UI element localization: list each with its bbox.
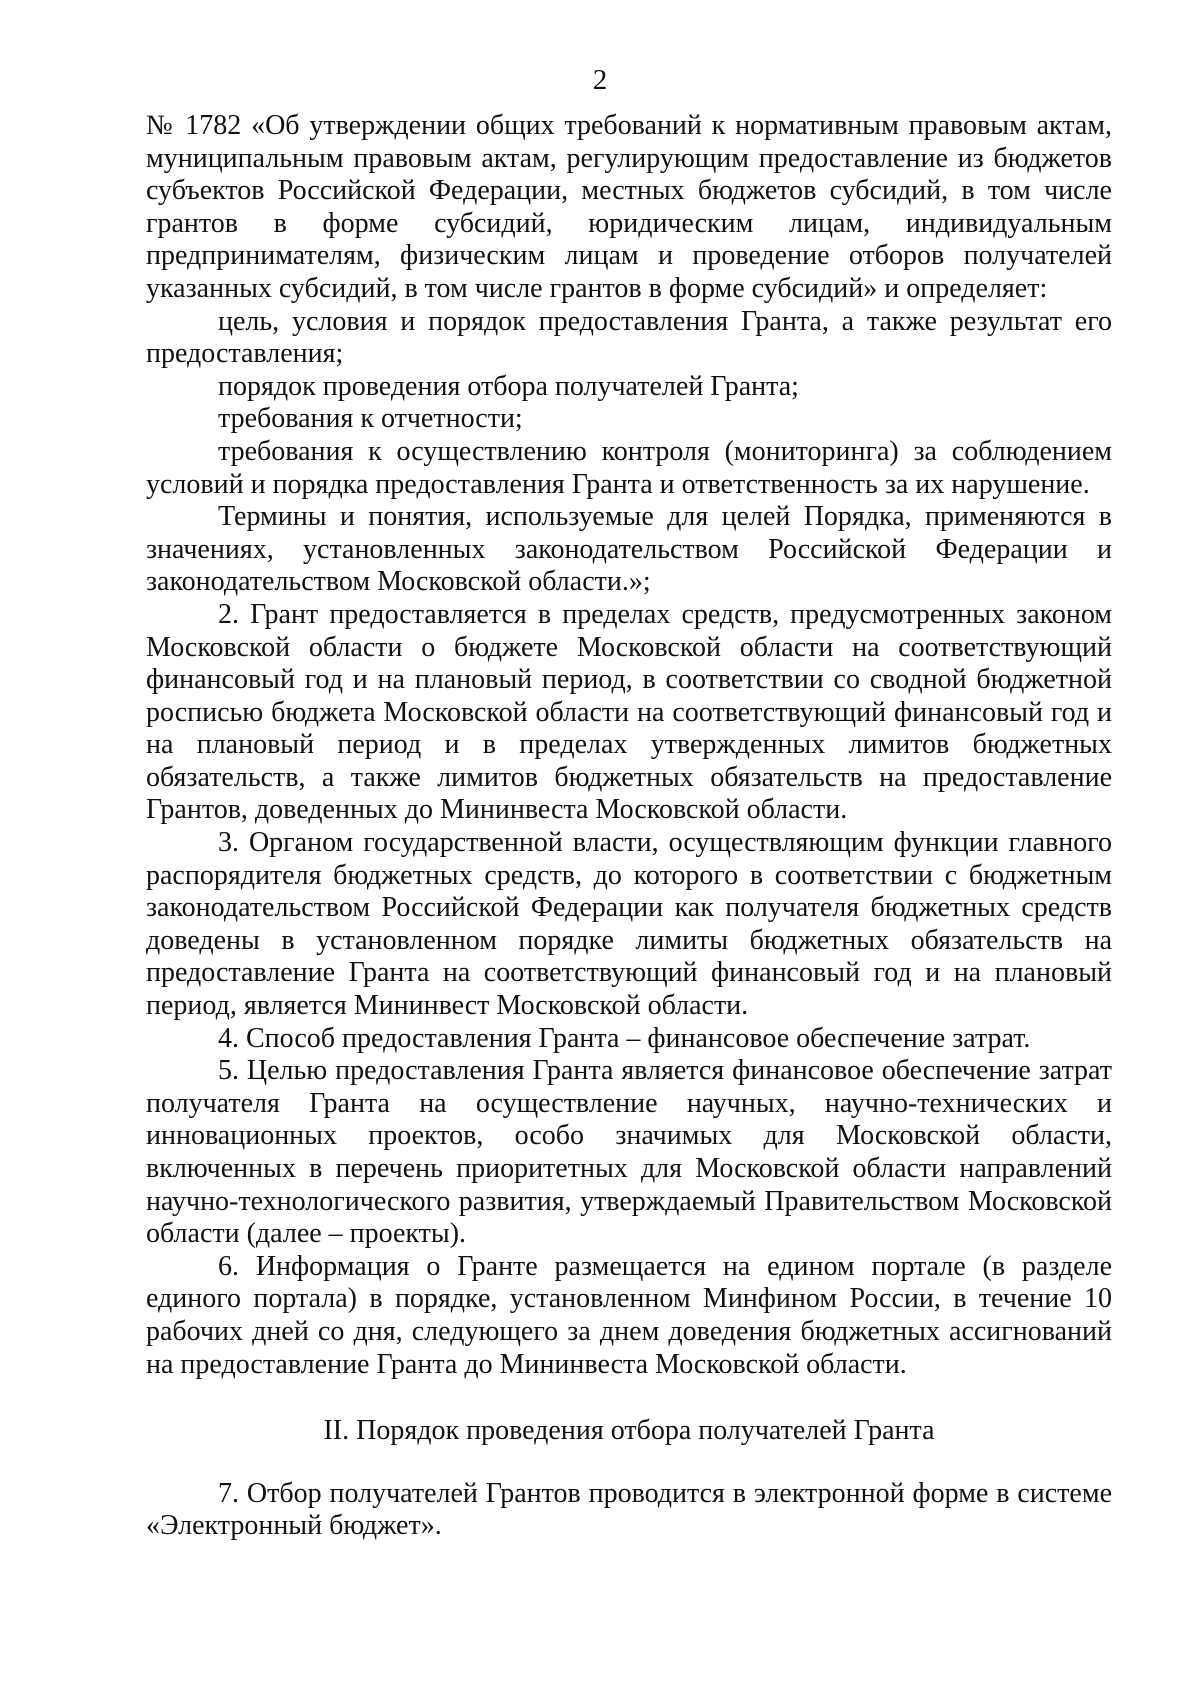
paragraph-item-4: 4. Способ предоставления Гранта – финансовое обеспечение затрат.	[218, 1022, 1031, 1054]
paragraph-item-5: 5. Целью предоставления Гранта является финансовое обеспечение затрат получателя Гранта на осуществление научных, научно-технических и инновационных проектов, особо значимых для Московской области, включенных в перечень приоритетных для Московской области направлений научно-технологического развития, утверждаемый Правительством Московской области (далее – проекты).	[146, 1055, 1112, 1250]
section-heading: II. Порядок проведения отбора получателей Гранта	[323, 1415, 935, 1447]
paragraph-control: требования к осуществлению контроля (мониторинга) за соблюдением условий и порядка предоставления Гранта и ответственность за их нарушение.	[146, 435, 1112, 500]
paragraph-item-6: 6. Информация о Гранте размещается на едином портале (в разделе единого портала) в порядке, установленном Минфином России, в течение 10 рабочих дней со дня, следующего за днем доведения бюджетных ассигнований на предоставление Гранта до Мининвеста Московской области.	[146, 1250, 1112, 1380]
paragraph-selection-order: порядок проведения отбора получателей Гранта;	[218, 370, 799, 402]
paragraph-reporting: требования к отчетности;	[218, 403, 523, 435]
paragraph-goal: цель, условия и порядок предоставления Гранта, а также результат его предоставления;	[146, 305, 1112, 370]
paragraph-intro: № 1782 «Об утверждении общих требований к нормативным правовым актам, муниципальным правовым актам, регулирующим предоставление из бюджетов субъектов Российской Федерации, местных бюджетов субсидий, в том числе грантов в форме субсидий, юридическим лицам, индивидуальным предпринимателям, физическим лицам и проведение отборов получателей указанных субсидий, в том числе грантов в форме субсидий» и определяет:	[146, 110, 1112, 304]
paragraph-item-7: 7. Отбор получателей Грантов проводится в электронной форме в системе «Электронный бюджет».	[146, 1477, 1112, 1542]
document-body	[146, 110, 1112, 1543]
page-number: 2	[592, 64, 608, 96]
paragraph-terms: Термины и понятия, используемые для целей Порядка, применяются в значениях, установленных законодательством Российской Федерации и законодательством Московской области.»;	[146, 501, 1112, 598]
paragraph-item-3: 3. Органом государственной власти, осуществляющим функции главного распорядителя бюджетных средств, до которого в соответствии с бюджетным законодательством Российской Федерации как получателя бюджетных средств доведены в установленном порядке лимиты бюджетных обязательств на предоставление Гранта на соответствующий финансовый год и на плановый период, является Мининвест Московской области.	[146, 827, 1112, 1022]
paragraph-item-2: 2. Грант предоставляется в пределах средств, предусмотренных законом Московской области о бюджете Московской области на соответствующий финансовый год и на плановый период, в соответствии со сводной бюджетной росписью бюджета Московской области на соответствующий финансовый год и на плановый период и в пределах утвержденных лимитов бюджетных обязательств, а также лимитов бюджетных обязательств на предоставление Грантов, доведенных до Мининвеста Московской области.	[146, 598, 1112, 826]
